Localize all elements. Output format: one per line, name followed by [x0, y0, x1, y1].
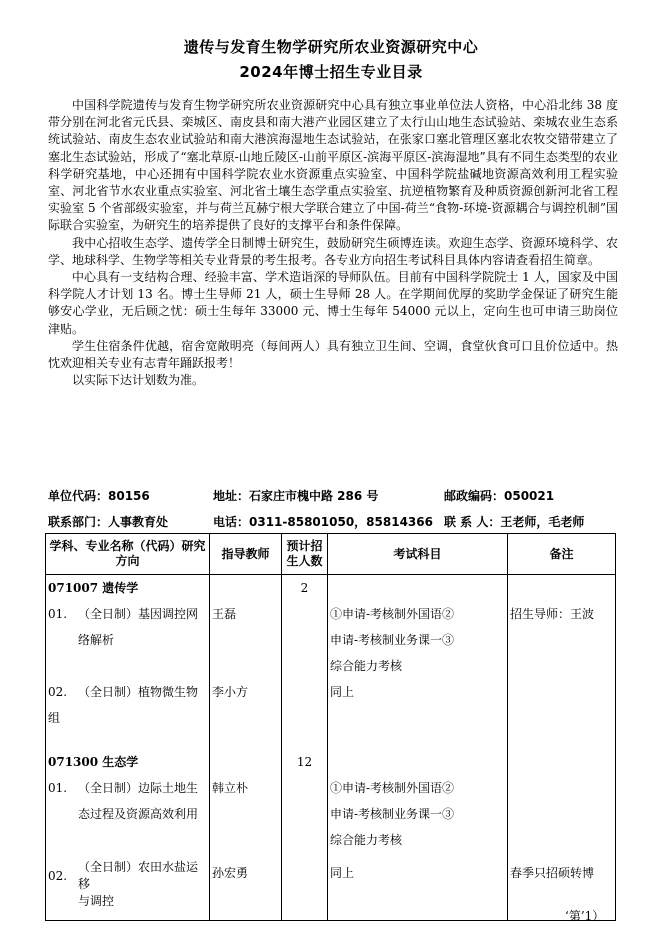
section-name: 071007 遗传学	[46, 575, 210, 602]
direction-index: 02.	[48, 869, 68, 883]
note-cell: 招生导师：王波	[508, 601, 616, 679]
header-quota: 预计招生人数	[282, 534, 328, 575]
direction-text: （全日制）农田水盐运移 与调控	[78, 860, 199, 908]
note-cell: 春季只招硕转博	[508, 853, 616, 921]
direction-cell	[46, 853, 210, 921]
direction-text: （全日制）边际土地生	[78, 781, 199, 795]
direction-text-cont: 络解析	[78, 633, 115, 647]
exam-cell	[328, 775, 508, 853]
unit-postcode: 邮政编码：050021	[444, 489, 555, 503]
direction-text: （全日制）基因调控网	[78, 607, 199, 621]
table-row	[46, 679, 616, 731]
advisor-cell: 韩立朴	[210, 775, 282, 853]
advisor-cell: 李小方	[210, 679, 282, 731]
intro-paragraph: 我中心招收生态学、遗传学全日制博士研究生，鼓励研究生硕博连读。欢迎生态学、资源环境科学、农学、地球科学、生物学等相关专业背景的考生报考。各专业方向招生考试科目具体内容请查看招生简章。	[48, 235, 618, 267]
page-title: 遗传与发育生物学研究所农业资源研究中心	[183, 38, 479, 56]
intro-paragraph: 学生住宿条件优越，宿舍宽敞明亮（每间两人）具有独立卫生间、空调，食堂伙食可口且价位适中。热忱欢迎相关专业有志青年踊跃报考！	[48, 338, 618, 371]
header-notes: 备注	[508, 534, 616, 575]
page-subtitle: 2024年博士招生专业目录	[239, 63, 423, 81]
direction-index: 01.	[48, 781, 68, 795]
direction-cell	[46, 679, 210, 731]
exam-line: 综合能力考核	[330, 659, 403, 673]
unit-code: 单位代码：80156	[48, 489, 150, 503]
intro-paragraph: 以实际下达计划数为准。	[72, 373, 205, 388]
advisor-cell: 孙宏勇	[210, 853, 282, 921]
contact-phone: 电话：0311-85801050，85814366	[213, 515, 433, 529]
contact-department: 联系部门：人事教育处	[48, 515, 169, 529]
exam-cell	[328, 601, 508, 679]
section-quota: 12	[282, 749, 328, 775]
page-number: ‘第’1）	[565, 909, 605, 923]
exam-line: 申请-考核制业务课一③	[330, 807, 455, 821]
intro-paragraph: 中心具有一支结构合理、经验丰富、学术造诣深的导师队伍。目前有中国科学院院士 1 人，国家及中国科学院人才计划 13 名。博士生导师 21 人，硕士生导师 28 人。在学期间优厚的奖助学金保证了研究生能够安心学业，无后顾之忧：硕士生每年 33000 元、博士生每年 54000 元以上，定向生也可申请三助岗位津贴。	[48, 270, 618, 336]
section-row	[46, 749, 616, 775]
section-quota: 2	[282, 575, 328, 602]
table-row	[46, 775, 616, 853]
section-row	[46, 575, 616, 602]
exam-line: 综合能力考核	[330, 833, 403, 847]
exam-line: ①申请-考核制外国语②	[330, 781, 455, 795]
exam-line: ①申请-考核制外国语②	[330, 607, 455, 621]
direction-cell	[46, 775, 210, 853]
intro-paragraph: 中国科学院遗传与发育生物学研究所农业资源研究中心具有独立事业单位法人资格，中心沿北纬 38 度带分别在河北省元氏县、栾城区、南皮县和南大港产业园区建立了太行山山地生态试验站、栾城农业生态系统试验站、南皮生态农业试验站和南大港滨海湿地生态试验站，在张家口塞北管理区塞北农牧交错带建立了塞北生态试验站，形成了“塞北草原-山地丘陵区-山前平原区-滨海平原区-滨海湿地”具有不同生态类型的农业科学研究基地，中心还拥有中国科学院农业水资源重点实验室、中国科学院盐碱地资源高效利用工程实验室、河北省节水农业重点实验室、河北省土壤生态学重点实验室、抗逆植物繁育及种质资源创新河北省工程实验室 5 个省部级实验室，并与荷兰瓦赫宁根大学联合建立了中国-荷兰“食物-环境-资源耦合与调控机制”国际联合实验室，为研究生的培养提供了良好的支撑平台和条件保障。	[48, 98, 618, 233]
exam-line: 申请-考核制业务课一③	[330, 633, 455, 647]
table-row	[46, 601, 616, 679]
exam-cell: 同上	[328, 853, 508, 921]
header-exams: 考试科目	[328, 534, 508, 575]
advisor-cell: 王磊	[210, 601, 282, 679]
direction-index: 02.	[48, 685, 68, 699]
program-table	[45, 533, 616, 921]
header-subject: 学科、专业名称（代码）研究方向	[46, 534, 210, 575]
direction-cell	[46, 601, 210, 679]
unit-address: 地址：石家庄市槐中路 286 号	[213, 489, 379, 503]
table-row	[46, 853, 616, 921]
header-advisor: 指导教师	[210, 534, 282, 575]
exam-cell: 同上	[328, 679, 508, 731]
direction-text: （全日制）植物微生物组	[48, 685, 199, 725]
table-header-row	[46, 534, 616, 575]
intro-text	[48, 97, 618, 389]
direction-index: 01.	[48, 607, 68, 621]
direction-text-cont: 态过程及资源高效利用	[78, 807, 199, 821]
section-name: 071300 生态学	[46, 749, 210, 775]
contact-person: 联 系 人：王老师，毛老师	[444, 515, 585, 529]
